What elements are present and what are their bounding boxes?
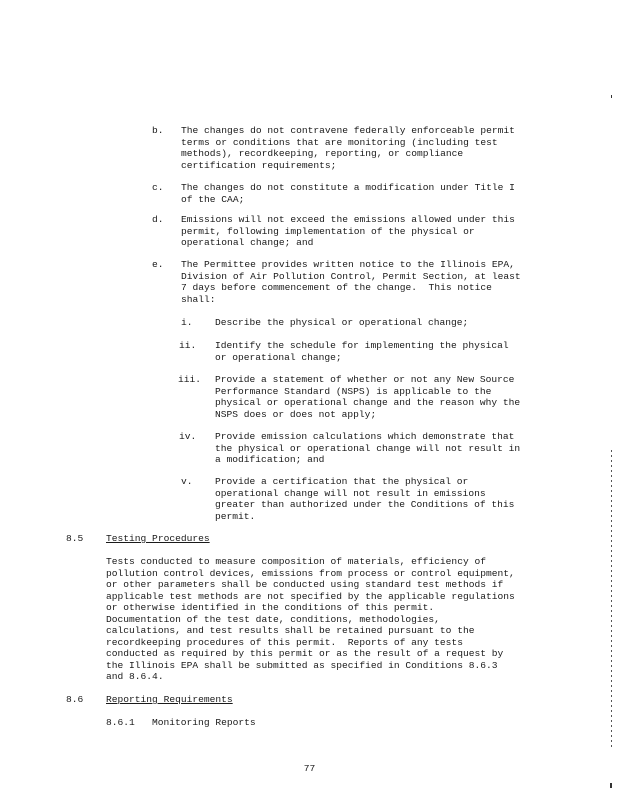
section-number: 8.6 [66,694,84,705]
text-line: Emissions will not exceed the emissions allowed under this [181,214,515,225]
text-line: Identify the schedule for implementing the physical [215,340,509,351]
sub-item-marker: ii. [179,340,197,351]
text-line: terms or conditions that are monitoring (including test [181,136,498,148]
text-line: permit, following implementation of the physical or [181,225,475,237]
page-number: 77 [303,763,316,774]
text-line: the Illinois EPA shall be submitted as specified in Conditions 8.6.3 [106,659,498,671]
text-line: NSPS does or does not apply; [215,408,377,420]
text-line: or operational change; [215,351,342,363]
text-line: pollution control devices, emissions from process or control equipment, [106,567,515,579]
section-heading: Testing Procedures [106,533,210,544]
text-line: The Permittee provides written notice to the Illinois EPA, [181,259,515,270]
text-line: operational change will not result in emissions [215,487,486,499]
text-line: The changes do not contravene federally enforceable permit [181,125,515,136]
text-line: Division of Air Pollution Control, Permit Section, at least [181,270,521,282]
text-line: or otherwise identified in the conditions of this permit. [106,602,435,613]
text-line: or other parameters shall be conducted using standard test methods if [106,579,504,590]
text-line: Documentation of the test date, conditions, methodologies, [106,613,440,625]
text-line: greater than authorized under the Conditions of this [215,499,515,510]
text-line: 7 days before commencement of the change. This notice [181,282,492,293]
item-marker: c. [152,182,164,193]
section-heading: Reporting Requirements [106,694,233,705]
sub-item-marker: i. [181,317,193,328]
subsection-number: 8.6.1 [106,717,135,728]
text-line: certification requirements; [181,159,337,171]
sub-item-marker: iv. [179,431,197,442]
sub-item-marker: v. [181,476,193,487]
text-line: physical or operational change and the reason why the [215,397,521,408]
scan-artifact [611,95,612,98]
text-line: of the CAA; [181,193,245,205]
text-line: Tests conducted to measure composition of materials, efficiency of [106,556,486,567]
text-line: Provide a statement of whether or not any New Source [215,374,515,385]
subsection-heading: Monitoring Reports [152,717,256,728]
item-marker: d. [152,214,164,225]
text-line: Describe the physical or operational change; [215,317,469,328]
section-number: 8.5 [66,533,84,544]
scan-artifact [610,783,612,788]
text-line: applicable test methods are not specified by the applicable regulations [106,590,515,602]
text-line: permit. [215,510,256,522]
text-line: operational change; and [181,237,314,248]
item-marker: e. [152,259,164,270]
text-line: Provide a certification that the physical or [215,476,469,487]
scan-artifact [611,450,612,750]
sub-item-marker: iii. [178,374,202,385]
text-line: recordkeeping procedures of this permit. Reports of any tests [106,636,463,648]
text-line: conducted as required by this permit or as the result of a request by [106,648,504,659]
text-line: the physical or operational change will not result in [215,442,521,454]
item-marker: b. [152,125,164,136]
text-line: a modification; and [215,454,325,465]
text-line: and 8.6.4. [106,671,164,682]
text-line: calculations, and test results shall be retained pursuant to the [106,625,475,636]
text-line: The changes do not constitute a modification under Title I [181,182,515,193]
text-line: Performance Standard (NSPS) is applicable to the [215,385,492,397]
text-line: shall: [181,293,216,305]
text-line: methods), recordkeeping, reporting, or compliance [181,148,464,159]
text-line: Provide emission calculations which demonstrate that [215,431,515,442]
